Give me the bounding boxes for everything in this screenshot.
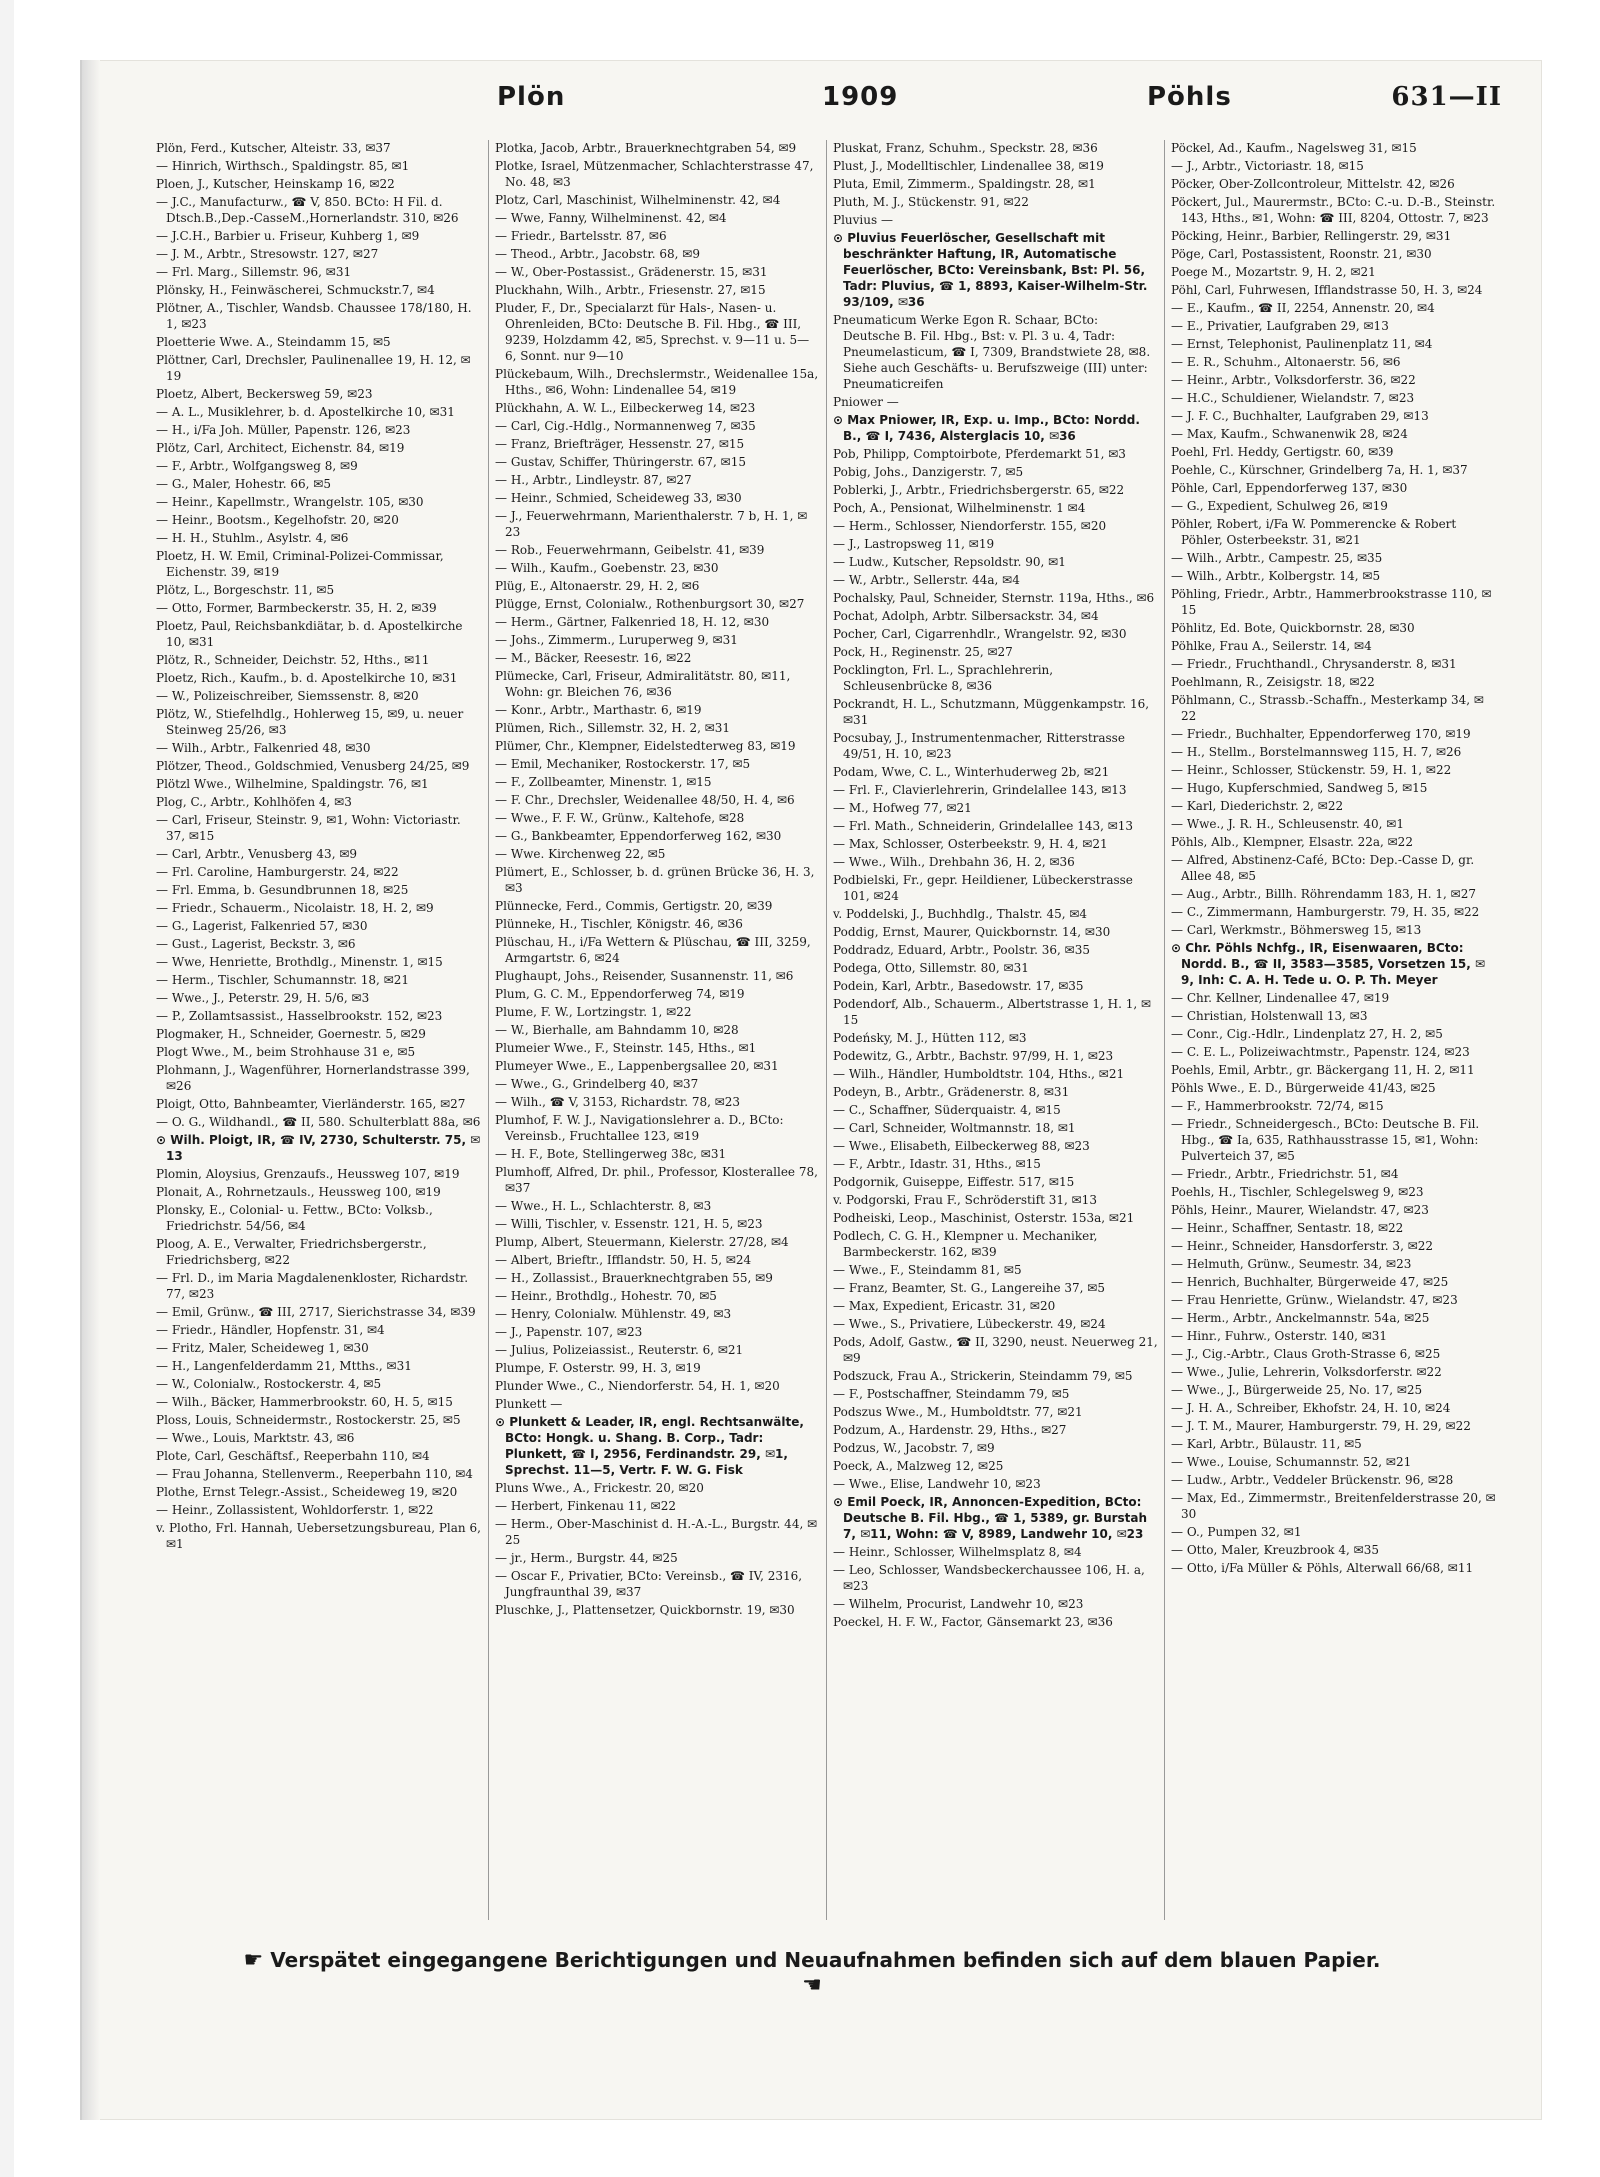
directory-entry: Ploog, A. E., Verwalter, Friedrichsbergerstr., Friedrichsberg, ✉22: [156, 1237, 427, 1267]
directory-entry: Ploetz, H. W. Emil, Criminal-Polizei-Commissar, Eichenstr. 39, ✉19: [156, 549, 444, 579]
directory-entry: Pöckert, Jul., Maurermstr., BCto: C.-u. D.-B., Steinstr. 143, Hths., ✉1, Wohn: ☎ III, 8204, Ottostr. 7, ✉23: [1171, 195, 1496, 225]
directory-entry: — H., i/Fa Joh. Müller, Papenstr. 126, ✉23: [156, 423, 411, 437]
directory-entry: Ploetz, Albert, Beckersweg 59, ✉23: [156, 387, 373, 401]
directory-entry: Poch, A., Pensionat, Wilhelminenstr. 1 ✉4: [833, 501, 1086, 515]
directory-entry: — J.C., Manufacturw., ☎ V, 850. BCto: H Fil. d. Dtsch.B.,Dep.-CasseM.,Hornerlandstr. 310, ✉26: [156, 195, 459, 225]
column-1: [150, 140, 488, 1920]
directory-entry: — G., Maler, Hohestr. 66, ✉5: [156, 477, 331, 491]
directory-entry: — Wwe., S., Privatiere, Lübeckerstr. 49, ✉24: [833, 1317, 1106, 1331]
directory-page: [80, 60, 1542, 2120]
directory-entry: Plückhahn, A. W. L., Eilbeckerweg 14, ✉23: [495, 401, 756, 415]
directory-entry: Poeck, A., Malzweg 12, ✉25: [833, 1459, 1004, 1473]
directory-entry: Pöhle, Carl, Eppendorferweg 137, ✉30: [1171, 481, 1408, 495]
footer-notice: [232, 1948, 1392, 1998]
directory-entry: — Emil, Grünw., ☎ III, 2717, Sierichstrasse 34, ✉39: [156, 1305, 476, 1319]
directory-entry: — Wilh., Bäcker, Hammerbrookstr. 60, H. 5, ✉15: [156, 1395, 453, 1409]
directory-entry: — Frl. F., Clavierlehrerin, Grindelallee 143, ✉13: [833, 783, 1127, 797]
directory-entry: — F., Zollbeamter, Minenstr. 1, ✉15: [495, 775, 712, 789]
directory-entry: Poehle, C., Kürschner, Grindelberg 7a, H. 1, ✉37: [1171, 463, 1468, 477]
page-number: 631—II: [1391, 82, 1502, 112]
directory-entry: — J.C.H., Barbier u. Friseur, Kuhberg 1, ✉9: [156, 229, 420, 243]
directory-entry: — Carl, Schneider, Woltmannstr. 18, ✉1: [833, 1121, 1076, 1135]
directory-entry: Poblerki, J., Arbtr., Friedrichsbergerstr. 65, ✉22: [833, 483, 1125, 497]
directory-entry: — Fritz, Maler, Scheideweg 1, ✉30: [156, 1341, 369, 1355]
directory-entry: — G., Lagerist, Falkenried 57, ✉30: [156, 919, 368, 933]
directory-entry: Pöhls Wwe., E. D., Bürgerweide 41/43, ✉25: [1171, 1081, 1436, 1095]
directory-entry: v. Poddelski, J., Buchhdlg., Thalstr. 45, ✉4: [833, 907, 1088, 921]
directory-entry: — J., Arbtr., Victoriastr. 18, ✉15: [1171, 159, 1364, 173]
directory-entry: Pocsubay, J., Instrumentenmacher, Ritterstrasse 49/51, H. 10, ✉23: [833, 731, 1125, 761]
directory-entry: — H., Stellm., Borstelmannsweg 115, H. 7, ✉26: [1171, 745, 1462, 759]
directory-entry: — Wwe., J. R. H., Schleusenstr. 40, ✉1: [1171, 817, 1404, 831]
directory-entry: Podzus, W., Jacobstr. 7, ✉9: [833, 1441, 995, 1455]
directory-entry: Pöhl, Carl, Fuhrwesen, Ifflandstrasse 50, H. 3, ✉24: [1171, 283, 1483, 297]
directory-entry: — Franz, Beamter, St. G., Langereihe 37, ✉5: [833, 1281, 1105, 1295]
directory-entry: Plothe, Ernst Telegr.-Assist., Scheideweg 19, ✉20: [156, 1485, 458, 1499]
directory-entry: — G., Expedient, Schulweg 26, ✉19: [1171, 499, 1388, 513]
directory-entry: Poddig, Ernst, Maurer, Quickbornstr. 14, ✉30: [833, 925, 1111, 939]
directory-entry: Pluder, F., Dr., Specialarzt für Hals-, Nasen- u. Ohrenleiden, BCto: Deutsche B. Fil. Hbg., ☎ III, 9239, Holzdamm 42, ✉5, Sprechst. v. 9—11 u. 5—6, Sonnt. nur 9—10: [495, 301, 810, 363]
directory-columns: [150, 140, 1502, 1920]
directory-entry: — W., Polizeischreiber, Siemssenstr. 8, ✉20: [156, 689, 419, 703]
directory-entry: Pockrandt, H. L., Schutzmann, Müggenkampstr. 16, ✉31: [833, 697, 1150, 727]
directory-entry: — Wilh., Händler, Humboldtstr. 104, Hths., ✉21: [833, 1067, 1125, 1081]
directory-entry: — Wilh., ☎ V, 3153, Richardstr. 78, ✉23: [495, 1095, 741, 1109]
header-right-keyword: Pöhls: [1147, 82, 1232, 112]
directory-entry: — Hinr., Fuhrw., Osterstr. 140, ✉31: [1171, 1329, 1388, 1343]
column-2: [488, 140, 826, 1920]
directory-entry: — Emil, Mechaniker, Rostockerstr. 17, ✉5: [495, 757, 751, 771]
directory-entry: Ploen, J., Kutscher, Heinskamp 16, ✉22: [156, 177, 395, 191]
directory-entry: — Wwe, Henriette, Brothdlg., Minenstr. 1, ✉15: [156, 955, 443, 969]
directory-entry: v. Podgorski, Frau F., Schröderstift 31, ✉13: [833, 1193, 1097, 1207]
directory-entry: ⊙ Chr. Pöhls Nchfg., IR, Eisenwaaren, BCto: Nordd. B., ☎ II, 3583—3585, Vorsetzen 15, ✉9, Inh: C. A. H. Tede u. O. P. Th. Meyer: [1171, 941, 1486, 987]
directory-entry: — F., Postschaffner, Steindamm 79, ✉5: [833, 1387, 1070, 1401]
directory-entry: Poddradz, Eduard, Arbtr., Poolstr. 36, ✉35: [833, 943, 1090, 957]
directory-entry: — Carl, Friseur, Steinstr. 9, ✉1, Wohn: Victoriastr. 37, ✉15: [156, 813, 461, 843]
directory-entry: Pluckhahn, Wilh., Arbtr., Friesenstr. 27, ✉15: [495, 283, 766, 297]
directory-entry: — C., Schaffner, Süderquaistr. 4, ✉15: [833, 1103, 1061, 1117]
directory-entry: — Theod., Arbtr., Jacobstr. 68, ✉9: [495, 247, 700, 261]
directory-entry: — Frl. Emma, b. Gesundbrunnen 18, ✉25: [156, 883, 409, 897]
directory-entry: — W., Bierhalle, am Bahndamm 10, ✉28: [495, 1023, 739, 1037]
directory-entry: Plötz, W., Stiefelhdlg., Hohlerweg 15, ✉9, u. neuer Steinweg 25/26, ✉3: [156, 707, 464, 737]
directory-entry: Pöckel, Ad., Kaufm., Nagelsweg 31, ✉15: [1171, 141, 1417, 155]
directory-entry: — Frau Johanna, Stellenverm., Reeperbahn 110, ✉4: [156, 1467, 473, 1481]
directory-entry: Plötz, Carl, Architect, Eichenstr. 84, ✉19: [156, 441, 405, 455]
directory-entry: Pöhler, Robert, i/Fa W. Pommerencke & Robert Pöhler, Osterbeekstr. 31, ✉21: [1171, 517, 1457, 547]
directory-entry: — H. H., Stuhlm., Asylstr. 4, ✉6: [156, 531, 349, 545]
directory-entry: — Herm., Tischler, Schumannstr. 18, ✉21: [156, 973, 410, 987]
directory-entry: — F., Hammerbrookstr. 72/74, ✉15: [1171, 1099, 1384, 1113]
directory-entry: — Heinr., Arbtr., Volksdorferstr. 36, ✉22: [1171, 373, 1416, 387]
directory-entry: Pöhlke, Frau A., Seilerstr. 14, ✉4: [1171, 639, 1372, 653]
directory-entry: — O. G., Wildhandl., ☎ II, 580. Schulterblatt 88a, ✉6: [156, 1115, 481, 1129]
directory-entry: — Heinr., Brothdlg., Hohestr. 70, ✉5: [495, 1289, 717, 1303]
directory-entry: Plump, Albert, Steuermann, Kielerstr. 27/28, ✉4: [495, 1235, 789, 1249]
directory-entry: — Frau Henriette, Grünw., Wielandstr. 47, ✉23: [1171, 1293, 1458, 1307]
header-left-keyword: Plön: [497, 82, 566, 112]
directory-entry: Plötzl Wwe., Wilhelmine, Spaldingstr. 76, ✉1: [156, 777, 429, 791]
directory-entry: Pluth, M. J., Stückenstr. 91, ✉22: [833, 195, 1029, 209]
directory-entry: — Wwe., Louise, Schumannstr. 52, ✉21: [1171, 1455, 1412, 1469]
directory-entry: — Friedr., Schneidergesch., BCto: Deutsche B. Fil. Hbg., ☎ Ia, 635, Rathhausstrasse 15, ✉1, Wohn: Pulverteich 37, ✉5: [1171, 1117, 1480, 1163]
directory-entry: Pluta, Emil, Zimmerm., Spaldingstr. 28, ✉1: [833, 177, 1096, 191]
directory-entry: — W., Colonialw., Rostockerstr. 4, ✉5: [156, 1377, 382, 1391]
directory-entry: Podbielski, Fr., gepr. Heildiener, Lübeckerstrasse 101, ✉24: [833, 873, 1133, 903]
directory-entry: Plön, Ferd., Kutscher, Alteistr. 33, ✉37: [156, 141, 391, 155]
directory-entry: — Franz, Briefträger, Hessenstr. 27, ✉15: [495, 437, 745, 451]
directory-entry: Podszuck, Frau A., Strickerin, Steindamm 79, ✉5: [833, 1369, 1133, 1383]
directory-entry: — O., Pumpen 32, ✉1: [1171, 1525, 1302, 1539]
directory-entry: — Herm., Gärtner, Falkenried 18, H. 12, ✉30: [495, 615, 770, 629]
directory-entry: — Ernst, Telephonist, Paulinenplatz 11, ✉4: [1171, 337, 1433, 351]
directory-entry: — Wwe, Fanny, Wilhelminenst. 42, ✉4: [495, 211, 727, 225]
directory-entry: — Oscar F., Privatier, BCto: Vereinsb., ☎ IV, 2316, Jungfraunthal 39, ✉37: [495, 1569, 803, 1599]
directory-entry: — Friedr., Arbtr., Friedrichstr. 51, ✉4: [1171, 1167, 1399, 1181]
directory-entry: Podein, Karl, Arbtr., Basedowstr. 17, ✉35: [833, 979, 1084, 993]
directory-entry: Poehls, H., Tischler, Schlegelsweg 9, ✉23: [1171, 1185, 1424, 1199]
pointing-hand-left-icon: ☛: [243, 1948, 264, 1973]
directory-entry: Pob, Philipp, Comptoirbote, Pferdemarkt 51, ✉3: [833, 447, 1126, 461]
directory-entry: Poehl, Frl. Heddy, Gertigstr. 60, ✉39: [1171, 445, 1394, 459]
directory-entry: — Ludw., Arbtr., Veddeler Brückenstr. 96, ✉28: [1171, 1473, 1454, 1487]
directory-entry: — Karl, Arbtr., Bülaustr. 11, ✉5: [1171, 1437, 1362, 1451]
directory-entry: — Ludw., Kutscher, Repsoldstr. 90, ✉1: [833, 555, 1066, 569]
directory-entry: Ploetz, Paul, Reichsbankdiätar, b. d. Apostelkirche 10, ✉31: [156, 619, 463, 649]
directory-entry: — Frl. Caroline, Hamburgerstr. 24, ✉22: [156, 865, 399, 879]
directory-entry: — Leo, Schlosser, Wandsbeckerchaussee 106, H. a, ✉23: [833, 1563, 1145, 1593]
directory-entry: Pobig, Johs., Danzigerstr. 7, ✉5: [833, 465, 1024, 479]
directory-entry: Pock, H., Reginenstr. 25, ✉27: [833, 645, 1013, 659]
directory-entry: — Heinr., Zollassistent, Wohldorferstr. 1, ✉22: [156, 1503, 434, 1517]
directory-entry: — H.C., Schuldiener, Wielandstr. 7, ✉23: [1171, 391, 1415, 405]
directory-entry: — Frl. Marg., Sillemstr. 96, ✉31: [156, 265, 352, 279]
directory-entry: — Johs., Zimmerm., Luruperweg 9, ✉31: [495, 633, 738, 647]
directory-entry: Pochalsky, Paul, Schneider, Sternstr. 119a, Hths., ✉6: [833, 591, 1155, 605]
directory-entry: — H., Arbtr., Lindleystr. 87, ✉27: [495, 473, 692, 487]
directory-entry: — Henry, Colonialw. Mühlenstr. 49, ✉3: [495, 1307, 732, 1321]
directory-entry: Plughaupt, Johs., Reisender, Susannenstr. 11, ✉6: [495, 969, 794, 983]
directory-entry: ⊙ Max Pniower, IR, Exp. u. Imp., BCto: Nordd. B., ☎ I, 7436, Alsterglacis 10, ✉36: [833, 413, 1140, 443]
directory-entry: — Wwe., F. F. W., Grünw., Kaltehofe, ✉28: [495, 811, 745, 825]
directory-entry: — Wwe., F., Steindamm 81, ✉5: [833, 1263, 1022, 1277]
directory-entry: — Otto, Former, Barmbeckerstr. 35, H. 2, ✉39: [156, 601, 437, 615]
directory-entry: — J., Feuerwehrmann, Marienthalerstr. 7 b, H. 1, ✉23: [495, 509, 808, 539]
directory-entry: Plönsky, H., Feinwäscherei, Schmuckstr.7, ✉4: [156, 283, 435, 297]
directory-entry: — Wwe., Louis, Marktstr. 43, ✉6: [156, 1431, 355, 1445]
directory-entry: Pöcking, Heinr., Barbier, Rellingerstr. 29, ✉31: [1171, 229, 1452, 243]
directory-entry: Plötz, R., Schneider, Deichstr. 52, Hths., ✉11: [156, 653, 430, 667]
directory-entry: — Helmuth, Grünw., Seumestr. 34, ✉23: [1171, 1257, 1412, 1271]
directory-entry: — Karl, Diederichstr. 2, ✉22: [1171, 799, 1344, 813]
directory-entry: — Konr., Arbtr., Marthastr. 6, ✉19: [495, 703, 702, 717]
directory-entry: Plotz, Carl, Maschinist, Wilhelminenstr. 42, ✉4: [495, 193, 781, 207]
directory-entry: Pluvius —: [833, 213, 893, 227]
directory-entry: — G., Bankbeamter, Eppendorferweg 162, ✉30: [495, 829, 782, 843]
directory-entry: — Friedr., Buchhalter, Eppendorferweg 170, ✉19: [1171, 727, 1471, 741]
directory-entry: Plog, C., Arbtr., Kohlhöfen 4, ✉3: [156, 795, 352, 809]
directory-entry: Plüschau, H., i/Fa Wettern & Plüschau, ☎ III, 3259, Armgartstr. 6, ✉24: [495, 935, 811, 965]
directory-entry: — M., Bäcker, Reesestr. 16, ✉22: [495, 651, 692, 665]
directory-entry: Pöge, Carl, Postassistent, Roonstr. 21, ✉30: [1171, 247, 1432, 261]
directory-entry: — M., Hofweg 77, ✉21: [833, 801, 972, 815]
directory-entry: — J., Cig.-Arbtr., Claus Groth-Strasse 6, ✉25: [1171, 1347, 1441, 1361]
directory-entry: — J. T. M., Maurer, Hamburgerstr. 79, H. 29, ✉22: [1171, 1419, 1471, 1433]
directory-entry: — E. R., Schuhm., Altonaerstr. 56, ✉6: [1171, 355, 1401, 369]
directory-entry: Podlech, C. G. H., Klempner u. Mechaniker, Barmbeckerstr. 162, ✉39: [833, 1229, 1098, 1259]
directory-entry: — Wwe., Elisabeth, Eilbeckerweg 88, ✉23: [833, 1139, 1090, 1153]
header-year: 1909: [822, 82, 899, 112]
directory-entry: Plumeyer Wwe., E., Lappenbergsallee 20, ✉31: [495, 1059, 779, 1073]
directory-entry: Plonsky, E., Colonial- u. Fettw., BCto: Volksb., Friedrichstr. 54/56, ✉4: [156, 1203, 433, 1233]
directory-entry: — Hugo, Kupferschmied, Sandweg 5, ✉15: [1171, 781, 1428, 795]
directory-entry: — Wwe., Wilh., Drehbahn 36, H. 2, ✉36: [833, 855, 1075, 869]
directory-entry: — Max, Expedient, Ericastr. 31, ✉20: [833, 1299, 1056, 1313]
directory-entry: Plomin, Aloysius, Grenzaufs., Heussweg 107, ✉19: [156, 1167, 460, 1181]
directory-entry: — Wilhelm, Procurist, Landwehr 10, ✉23: [833, 1597, 1084, 1611]
directory-entry: — P., Zollamtsassist., Hasselbrookstr. 152, ✉23: [156, 1009, 443, 1023]
directory-entry: — Otto, Maler, Kreuzbrook 4, ✉35: [1171, 1543, 1379, 1557]
directory-entry: Plötzer, Theod., Goldschmied, Venusberg 24/25, ✉9: [156, 759, 470, 773]
directory-entry: Plümer, Chr., Klempner, Eidelstedterweg 83, ✉19: [495, 739, 796, 753]
directory-entry: — Herbert, Finkenau 11, ✉22: [495, 1499, 677, 1513]
directory-entry: Poege M., Mozartstr. 9, H. 2, ✉21: [1171, 265, 1376, 279]
directory-entry: — Conr., Cig.-Hdlr., Lindenplatz 27, H. 2, ✉5: [1171, 1027, 1443, 1041]
directory-entry: — F. Chr., Drechsler, Weidenallee 48/50, H. 4, ✉6: [495, 793, 795, 807]
directory-entry: Plotke, Israel, Mützenmacher, Schlachterstrasse 47, No. 48, ✉3: [495, 159, 814, 189]
directory-entry: Pocher, Carl, Cigarrenhdlr., Wrangelstr. 92, ✉30: [833, 627, 1127, 641]
directory-entry: Pocklington, Frl. L., Sprachlehrerin, Schleusenbrücke 8, ✉36: [833, 663, 1054, 693]
directory-entry: — Alfred, Abstinenz-Café, BCto: Dep.-Casse D, gr. Allee 48, ✉5: [1171, 853, 1475, 883]
directory-entry: — Rob., Feuerwehrmann, Geibelstr. 41, ✉39: [495, 543, 765, 557]
directory-entry: — Heinr., Schaffner, Sentastr. 18, ✉22: [1171, 1221, 1404, 1235]
directory-entry: — Julius, Polizeiassist., Reuterstr. 6, ✉21: [495, 1343, 744, 1357]
directory-entry: Pöhls, Heinr., Maurer, Wielandstr. 47, ✉23: [1171, 1203, 1429, 1217]
directory-entry: Plumhoff, Alfred, Dr. phil., Professor, Klosterallee 78, ✉37: [495, 1165, 818, 1195]
directory-entry: — jr., Herm., Burgstr. 44, ✉25: [495, 1551, 678, 1565]
directory-entry: — C. E. L., Polizeiwachtmstr., Papenstr. 124, ✉23: [1171, 1045, 1470, 1059]
directory-entry: Plünneke, H., Tischler, Königstr. 46, ✉36: [495, 917, 743, 931]
directory-entry: — J., Lastropsweg 11, ✉19: [833, 537, 995, 551]
directory-entry: Pods, Adolf, Gastw., ☎ II, 3290, neust. Neuerweg 21, ✉9: [833, 1335, 1158, 1365]
directory-entry: Pochat, Adolph, Arbtr. Silbersackstr. 34, ✉4: [833, 609, 1099, 623]
directory-entry: — J., Papenstr. 107, ✉23: [495, 1325, 643, 1339]
directory-entry: — Carl, Arbtr., Venusberg 43, ✉9: [156, 847, 358, 861]
directory-entry: — E., Privatier, Laufgraben 29, ✉13: [1171, 319, 1389, 333]
directory-entry: Plote, Carl, Geschäftsf., Reeperbahn 110, ✉4: [156, 1449, 430, 1463]
directory-entry: Plust, J., Modelltischler, Lindenallee 38, ✉19: [833, 159, 1104, 173]
directory-entry: Pöhlitz, Ed. Bote, Quickbornstr. 28, ✉30: [1171, 621, 1415, 635]
directory-entry: — Max, Kaufm., Schwanenwik 28, ✉24: [1171, 427, 1408, 441]
directory-entry: — Otto, i/Fa Müller & Pöhls, Alterwall 66/68, ✉11: [1171, 1561, 1474, 1575]
directory-entry: Poehls, Emil, Arbtr., gr. Bäckergang 11, H. 2, ✉11: [1171, 1063, 1475, 1077]
directory-entry: Plöttner, Carl, Drechsler, Paulinenallee 19, H. 12, ✉19: [156, 353, 471, 383]
directory-entry: Plünnecke, Ferd., Commis, Gertigstr. 20, ✉39: [495, 899, 773, 913]
directory-entry: — Frl. D., im Maria Magdalenenkloster, Richardstr. 77, ✉23: [156, 1271, 469, 1301]
directory-entry: — F., Arbtr., Wolfgangsweg 8, ✉9: [156, 459, 358, 473]
directory-entry: Plumpe, F. Osterstr. 99, H. 3, ✉19: [495, 1361, 701, 1375]
directory-entry: — Herm., Schlosser, Niendorferstr. 155, ✉20: [833, 519, 1107, 533]
directory-entry: — H., Langenfelderdamm 21, Mtths., ✉31: [156, 1359, 412, 1373]
directory-entry: — Heinr., Schlosser, Wilhelmsplatz 8, ✉4: [833, 1545, 1082, 1559]
directory-entry: Plumhof, F. W. J., Navigationslehrer a. D., BCto: Vereinsb., Fruchtallee 123, ✉19: [495, 1113, 784, 1143]
directory-entry: Pluskat, Franz, Schuhm., Speckstr. 28, ✉36: [833, 141, 1098, 155]
directory-entry: Plohmann, J., Wagenführer, Hornerlandstrasse 399, ✉26: [156, 1063, 470, 1093]
directory-entry: — Wwe., J., Peterstr. 29, H. 5/6, ✉3: [156, 991, 370, 1005]
directory-entry: — Wilh., Kaufm., Goebenstr. 23, ✉30: [495, 561, 719, 575]
directory-entry: — Christian, Holstenwall 13, ✉3: [1171, 1009, 1368, 1023]
directory-entry: Podeńsky, M. J., Hütten 112, ✉3: [833, 1031, 1027, 1045]
directory-entry: — Heinr., Schmied, Scheideweg 33, ✉30: [495, 491, 742, 505]
directory-entry: — Hinrich, Wirthsch., Spaldingstr. 85, ✉1: [156, 159, 410, 173]
pointing-hand-right-icon: ☚: [802, 1973, 822, 1998]
directory-entry: Plogt Wwe., M., beim Strohhause 31 e, ✉5: [156, 1045, 416, 1059]
directory-entry: — Wilh., Arbtr., Campestr. 25, ✉35: [1171, 551, 1383, 565]
directory-entry: ⊙ Pluvius Feuerlöscher, Gesellschaft mit beschränkter Haftung, IR, Automatische Feuerlöscher, BCto: Vereinsbank, Bst: Pl. 56, Tadr: Pluvius, ☎ 1, 8893, Kaiser-Wilhelm-Str. 93/109, ✉36: [833, 231, 1148, 309]
directory-entry: Plogmaker, H., Schneider, Goernestr. 5, ✉29: [156, 1027, 426, 1041]
directory-entry: — Friedr., Händler, Hopfenstr. 31, ✉4: [156, 1323, 385, 1337]
directory-entry: — Gustav, Schiffer, Thüringerstr. 67, ✉15: [495, 455, 746, 469]
footer-text: Verspätet eingegangene Berichtigungen und Neuaufnahmen befinden sich auf dem blauen Papier.: [270, 1948, 1381, 1972]
directory-entry: — Herm., Ober-Maschinist d. H.-A.-L., Burgstr. 44, ✉25: [495, 1517, 818, 1547]
directory-entry: Plückebaum, Wilh., Drechslermstr., Weidenallee 15a, Hths., ✉6, Wohn: Lindenallee 54, ✉19: [495, 367, 819, 397]
directory-entry: — Friedr., Fruchthandl., Chrysanderstr. 8, ✉31: [1171, 657, 1457, 671]
directory-entry: Podeyn, B., Arbtr., Grädenerstr. 8, ✉31: [833, 1085, 1070, 1099]
scan-margin: [0, 0, 14, 2177]
directory-entry: Plotka, Jacob, Arbtr., Brauerknechtgraben 54, ✉9: [495, 141, 797, 155]
directory-entry: Plume, F. W., Lortzingstr. 1, ✉22: [495, 1005, 692, 1019]
directory-entry: Plümen, Rich., Sillemstr. 32, H. 2, ✉31: [495, 721, 731, 735]
directory-entry: Podszus Wwe., M., Humboldtstr. 77, ✉21: [833, 1405, 1083, 1419]
directory-entry: Poeckel, H. F. W., Factor, Gänsemarkt 23, ✉36: [833, 1615, 1113, 1629]
directory-entry: Podendorf, Alb., Schauerm., Albertstrasse 1, H. 1, ✉15: [833, 997, 1152, 1027]
directory-entry: — Friedr., Bartelsstr. 87, ✉6: [495, 229, 667, 243]
directory-entry: — W., Ober-Postassist., Grädenerstr. 15, ✉31: [495, 265, 768, 279]
directory-entry: — Albert, Brieftr., Ifflandstr. 50, H. 5, ✉24: [495, 1253, 752, 1267]
directory-entry: Plüg, E., Altonaerstr. 29, H. 2, ✉6: [495, 579, 700, 593]
directory-entry: — A. L., Musiklehrer, b. d. Apostelkirche 10, ✉31: [156, 405, 455, 419]
directory-entry: ⊙ Emil Poeck, IR, Annoncen-Expedition, BCto: Deutsche B. Fil. Hbg., ☎ 1, 5389, gr. Burstah 7, ✉11, Wohn: ☎ V, 8989, Landwehr 10, ✉23: [833, 1495, 1148, 1541]
directory-entry: — Wilh., Arbtr., Falkenried 48, ✉30: [156, 741, 371, 755]
directory-entry: Plunkett —: [495, 1397, 563, 1411]
directory-entry: Podega, Otto, Sillemstr. 80, ✉31: [833, 961, 1029, 975]
directory-entry: Pöhling, Friedr., Arbtr., Hammerbrookstrasse 110, ✉15: [1171, 587, 1492, 617]
directory-entry: — Wilh., Arbtr., Kolbergstr. 14, ✉5: [1171, 569, 1381, 583]
directory-entry: Plumeier Wwe., F., Steinstr. 145, Hths., ✉1: [495, 1041, 757, 1055]
directory-entry: — Wwe., J., Bürgerweide 25, No. 17, ✉25: [1171, 1383, 1423, 1397]
directory-entry: Pneumaticum Werke Egon R. Schaar, BCto: Deutsche B. Fil. Hbg., Bst: v. Pl. 3 u. 4, Tadr: Pneumelasticum, ☎ I, 7309, Brandstwiete 28, ✉8. Siehe auch Geschäfts- u. Berufszweige (III) unter: Pneumaticreifen: [833, 313, 1151, 391]
directory-entry: ⊙ Wilh. Ploigt, IR, ☎ IV, 2730, Schulterstr. 75, ✉13: [156, 1133, 481, 1163]
directory-entry: Pöcker, Ober-Zollcontroleur, Mittelstr. 42, ✉26: [1171, 177, 1455, 191]
directory-entry: Pluschke, J., Plattensetzer, Quickbornstr. 19, ✉30: [495, 1603, 795, 1617]
directory-entry: Plötz, L., Borgeschstr. 11, ✉5: [156, 583, 335, 597]
directory-entry: Podheiski, Leop., Maschinist, Osterstr. 153a, ✉21: [833, 1211, 1135, 1225]
directory-entry: — Max, Schlosser, Osterbeekstr. 9, H. 4, ✉21: [833, 837, 1108, 851]
directory-entry: Poehlmann, R., Zeisigstr. 18, ✉22: [1171, 675, 1375, 689]
column-3: [826, 140, 1164, 1920]
directory-entry: — Henrich, Buchhalter, Bürgerweide 47, ✉25: [1171, 1275, 1449, 1289]
directory-entry: — Carl, Werkmstr., Böhmersweg 15, ✉13: [1171, 923, 1422, 937]
directory-entry: v. Plotho, Frl. Hannah, Uebersetzungsbureau, Plan 6, ✉1: [156, 1521, 481, 1551]
directory-entry: — Heinr., Bootsm., Kegelhofstr. 20, ✉20: [156, 513, 399, 527]
directory-entry: Ploigt, Otto, Bahnbeamter, Vierländerstr. 165, ✉27: [156, 1097, 466, 1111]
directory-entry: Ploetterie Wwe. A., Steindamm 15, ✉5: [156, 335, 391, 349]
directory-entry: — H., Zollassist., Brauerknechtgraben 55, ✉9: [495, 1271, 773, 1285]
directory-entry: Plum, G. C. M., Eppendorferweg 74, ✉19: [495, 987, 745, 1001]
page-header: [142, 82, 1502, 142]
directory-entry: — J. F. C., Buchhalter, Laufgraben 29, ✉13: [1171, 409, 1429, 423]
directory-entry: — Heinr., Schneider, Hansdorferstr. 3, ✉22: [1171, 1239, 1434, 1253]
directory-entry: Podzum, A., Hardenstr. 29, Hths., ✉27: [833, 1423, 1067, 1437]
directory-entry: ⊙ Plunkett & Leader, IR, engl. Rechtsanwälte, BCto: Hongk. u. Shang. B. Corp., Tadr: Plunkett, ☎ I, 2956, Ferdinandstr. 29, ✉1, Sprechst. 11—5, Vertr. F. W. G. Fisk: [495, 1415, 804, 1477]
page-fold-shadow: [82, 60, 100, 2120]
directory-entry: — Chr. Kellner, Lindenallee 47, ✉19: [1171, 991, 1390, 1005]
directory-entry: — Frl. Math., Schneiderin, Grindelallee 143, ✉13: [833, 819, 1134, 833]
directory-entry: Podewitz, G., Arbtr., Bachstr. 97/99, H. 1, ✉23: [833, 1049, 1114, 1063]
directory-entry: — Wwe., H. L., Schlachterstr. 8, ✉3: [495, 1199, 712, 1213]
directory-entry: — Heinr., Schlosser, Stückenstr. 59, H. 1, ✉22: [1171, 763, 1452, 777]
directory-entry: — Gust., Lagerist, Beckstr. 3, ✉6: [156, 937, 356, 951]
directory-entry: — Wwe. Kirchenweg 22, ✉5: [495, 847, 666, 861]
directory-entry: Pöhls, Alb., Klempner, Elsastr. 22a, ✉22: [1171, 835, 1413, 849]
directory-entry: Podgornik, Guiseppe, Eiffestr. 517, ✉15: [833, 1175, 1075, 1189]
directory-entry: Plümert, E., Schlosser, b. d. grünen Brücke 36, H. 3, ✉3: [495, 865, 815, 895]
directory-entry: — Heinr., Kapellmstr., Wrangelstr. 105, ✉30: [156, 495, 424, 509]
directory-entry: Plötner, A., Tischler, Wandsb. Chaussee 178/180, H. 1, ✉23: [156, 301, 472, 331]
directory-entry: — Friedr., Schauerm., Nicolaistr. 18, H. 2, ✉9: [156, 901, 434, 915]
directory-entry: — Wwe., Julie, Lehrerin, Volksdorferstr. ✉22: [1171, 1365, 1442, 1379]
directory-entry: — F., Arbtr., Idastr. 31, Hths., ✉15: [833, 1157, 1041, 1171]
directory-entry: Plügge, Ernst, Colonialw., Rothenburgsort 30, ✉27: [495, 597, 805, 611]
directory-entry: Ploetz, Rich., Kaufm., b. d. Apostelkirche 10, ✉31: [156, 671, 458, 685]
directory-entry: Pöhlmann, C., Strassb.-Schaffn., Mesterkamp 34, ✉22: [1171, 693, 1484, 723]
directory-entry: — W., Arbtr., Sellerstr. 44a, ✉4: [833, 573, 1020, 587]
directory-entry: — Wwe., Elise, Landwehr 10, ✉23: [833, 1477, 1041, 1491]
directory-entry: — H. F., Bote, Stellingerweg 38c, ✉31: [495, 1147, 727, 1161]
directory-entry: — C., Zimmermann, Hamburgerstr. 79, H. 35, ✉22: [1171, 905, 1480, 919]
directory-entry: — Herm., Arbtr., Anckelmannstr. 54a, ✉25: [1171, 1311, 1430, 1325]
directory-entry: Plunder Wwe., C., Niendorferstr. 54, H. 1, ✉20: [495, 1379, 780, 1393]
directory-entry: Plonait, A., Rohrnetzauls., Heussweg 100, ✉19: [156, 1185, 441, 1199]
directory-entry: — J. H. A., Schreiber, Ekhofstr. 24, H. 10, ✉24: [1171, 1401, 1451, 1415]
column-4: [1164, 140, 1502, 1920]
directory-entry: — Willi, Tischler, v. Essenstr. 121, H. 5, ✉23: [495, 1217, 763, 1231]
directory-entry: Podam, Wwe, C. L., Winterhuderweg 2b, ✉21: [833, 765, 1110, 779]
directory-entry: Pluns Wwe., A., Frickestr. 20, ✉20: [495, 1481, 704, 1495]
directory-entry: — Carl, Cig.-Hdlg., Normannenweg 7, ✉35: [495, 419, 756, 433]
directory-entry: — J. M., Arbtr., Stresowstr. 127, ✉27: [156, 247, 379, 261]
directory-entry: — Max, Ed., Zimmermstr., Breitenfelderstrasse 20, ✉30: [1171, 1491, 1496, 1521]
directory-entry: — Wwe., G., Grindelberg 40, ✉37: [495, 1077, 699, 1091]
directory-entry: Plümecke, Carl, Friseur, Admiralitätstr. 80, ✉11, Wohn: gr. Bleichen 76, ✉36: [495, 669, 791, 699]
directory-entry: Pniower —: [833, 395, 899, 409]
directory-entry: — E., Kaufm., ☎ II, 2254, Annenstr. 20, ✉4: [1171, 301, 1435, 315]
directory-entry: Ploss, Louis, Schneidermstr., Rostockerstr. 25, ✉5: [156, 1413, 461, 1427]
directory-entry: — Aug., Arbtr., Billh. Röhrendamm 183, H. 1, ✉27: [1171, 887, 1476, 901]
